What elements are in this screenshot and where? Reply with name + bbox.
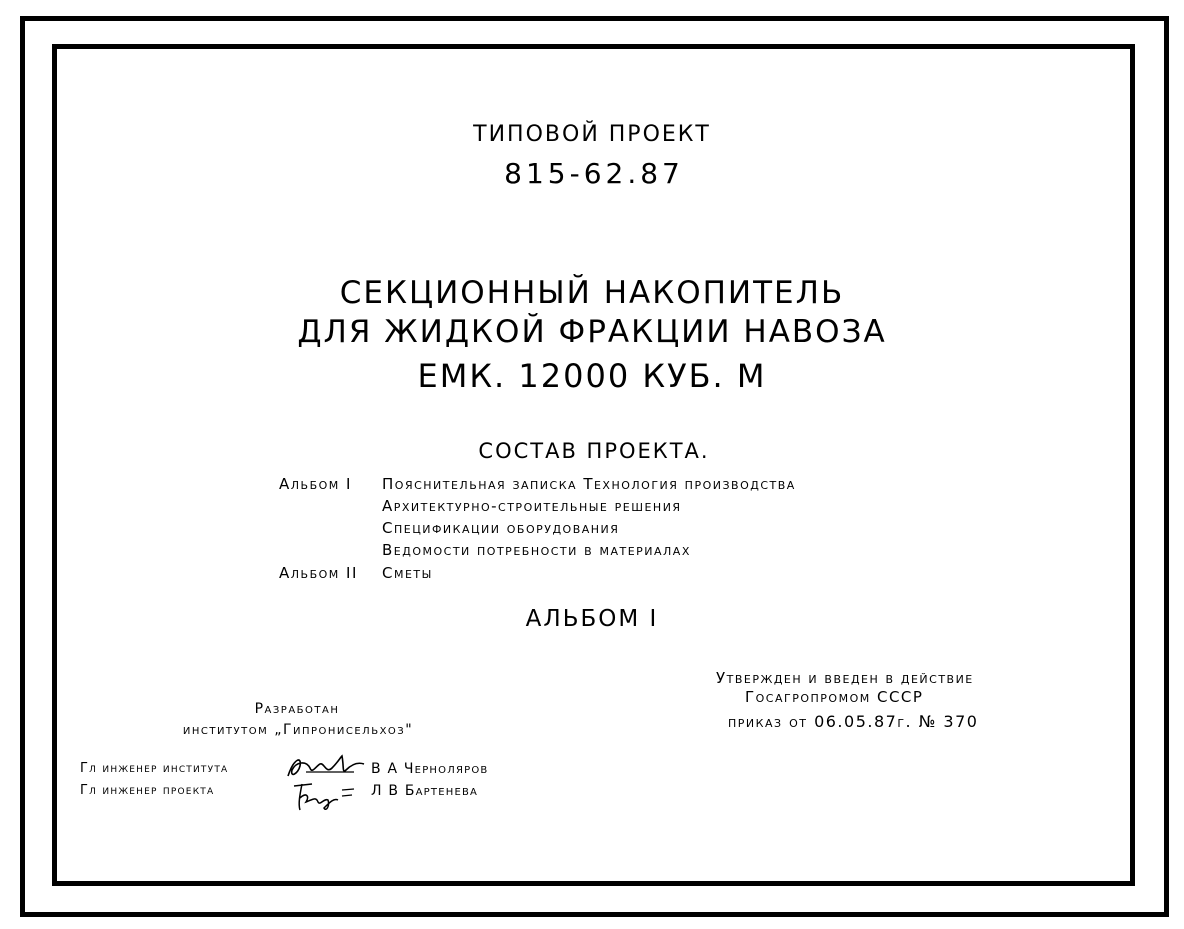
album-1-item: Архитектурно-строительные решения: [382, 497, 682, 515]
current-album: АЛЬБОМ I: [525, 606, 659, 632]
approval-line-3: приказ от 06.05.87г. № 370: [728, 712, 979, 731]
album-1-item: Пояснительная записка Технология производства: [382, 475, 796, 493]
handwritten-signature-1: [284, 752, 368, 782]
signatory-role: Гл инженер проекта: [80, 783, 215, 798]
album-2-item: Сметы: [382, 564, 433, 582]
album-1-item: Ведомости потребности в материалах: [382, 541, 691, 559]
signatory-name: В А Черноляров: [371, 761, 489, 777]
signatory-role: Гл инженер института: [80, 761, 229, 776]
approval-line-1: Утвержден и введен в действие: [716, 669, 974, 687]
approval-line-2: Госагропромом СССР: [745, 688, 924, 706]
developer-line-2: институтом „Гипронисельхоз": [182, 722, 414, 738]
handwritten-signature-2: [290, 780, 360, 814]
developer-line-1: Разработан: [254, 701, 340, 717]
composition-heading: СОСТАВ ПРОЕКТА.: [478, 439, 710, 463]
album-1-item: Спецификации оборудования: [382, 519, 620, 537]
album-1-label: Альбом I: [279, 475, 352, 493]
title-line-3: ЕМК. 12000 КУБ. М: [417, 357, 767, 395]
title-line-2: ДЛЯ ЖИДКОЙ ФРАКЦИИ НАВОЗА: [297, 314, 887, 350]
signatory-name: Л В Бартенева: [371, 783, 479, 799]
album-2-label: Альбом II: [279, 564, 358, 582]
title-line-1: СЕКЦИОННЫЙ НАКОПИТЕЛЬ: [339, 275, 845, 311]
project-type-label: ТИПОВОЙ ПРОЕКТ: [473, 122, 711, 147]
project-number: 815-62.87: [504, 157, 684, 190]
